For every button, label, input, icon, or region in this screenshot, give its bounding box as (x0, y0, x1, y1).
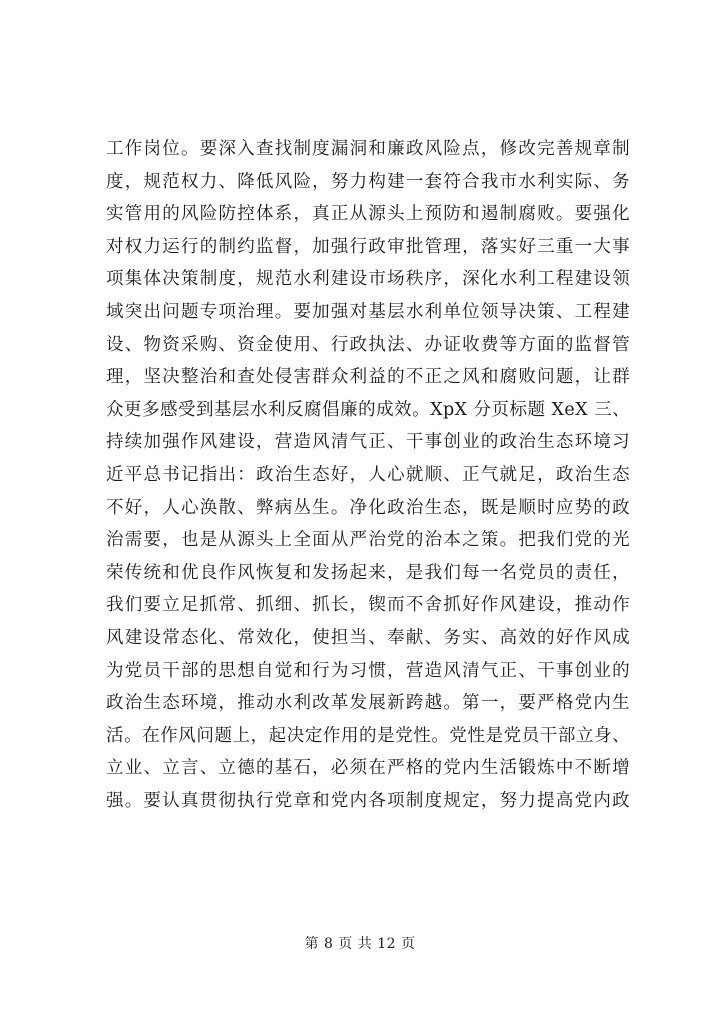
text-line: 工作岗位。要深入查找制度漏洞和廉政风险点，修改完善规章制 (106, 139, 630, 159)
text-line: 治需要，也是从源头上全面从严治党的治本之策。把我们党的光 (106, 530, 630, 551)
text-line: 项集体决策制度，规范水利建设市场秩序，深化水利工程建设领 (106, 269, 630, 290)
text-line: 为党员干部的思想自觉和行为习惯，营造风清气正、干事创业的 (106, 660, 630, 681)
text-line: 荣传统和优良作风恢复和发扬起来，是我们每一名党员的责任， (106, 562, 630, 583)
text-line: 持续加强作风建设，营造风清气正、干事创业的政治生态环境习 (106, 432, 630, 453)
text-line: 设、物资采购、资金使用、行政执法、办证收费等方面的监督管 (106, 334, 630, 355)
text-line: 风建设常态化、常效化，使担当、奉献、务实、高效的好作风成 (106, 627, 630, 648)
text-line: 活。在作风问题上，起决定作用的是党性。党性是党员干部立身、 (106, 725, 630, 746)
text-line: 众更多感受到基层水利反腐倡廉的成效。XpX 分页标题 XeX 三、 (106, 399, 630, 420)
body-text (106, 133, 630, 817)
text-line: 强。要认真贯彻执行党章和党内各项制度规定，努力提高党内政 (106, 790, 630, 811)
text-line: 我们要立足抓常、抓细、抓长，锲而不舍抓好作风建设，推动作 (106, 595, 630, 616)
text-line: 立业、立言、立德的基石，必须在严格的党内生活锻炼中不断增 (106, 758, 630, 779)
text-line: 不好，人心涣散、弊病丛生。净化政治生态，既是顺时应势的政 (106, 497, 630, 518)
text-line: 域突出问题专项治理。要加强对基层水利单位领导决策、工程建 (106, 301, 630, 322)
text-line: 度，规范权力、降低风险，努力构建一套符合我市水利实际、务 (106, 171, 630, 192)
text-line: 政治生态环境，推动水利改革发展新跨越。第一，要严格党内生 (106, 693, 630, 714)
text-line: 实管用的风险防控体系，真正从源头上预防和遏制腐败。要强化 (106, 204, 630, 225)
text-line: 对权力运行的制约监督，加强行政审批管理，落实好三重一大事 (106, 236, 630, 257)
text-line: 理，坚决整治和查处侵害群众利益的不正之风和腐败问题，让群 (106, 367, 630, 388)
page-number-footer: 第 8 页 共 12 页 (304, 936, 416, 952)
text-line: 近平总书记指出：政治生态好，人心就顺、正气就足，政治生态 (106, 464, 630, 485)
